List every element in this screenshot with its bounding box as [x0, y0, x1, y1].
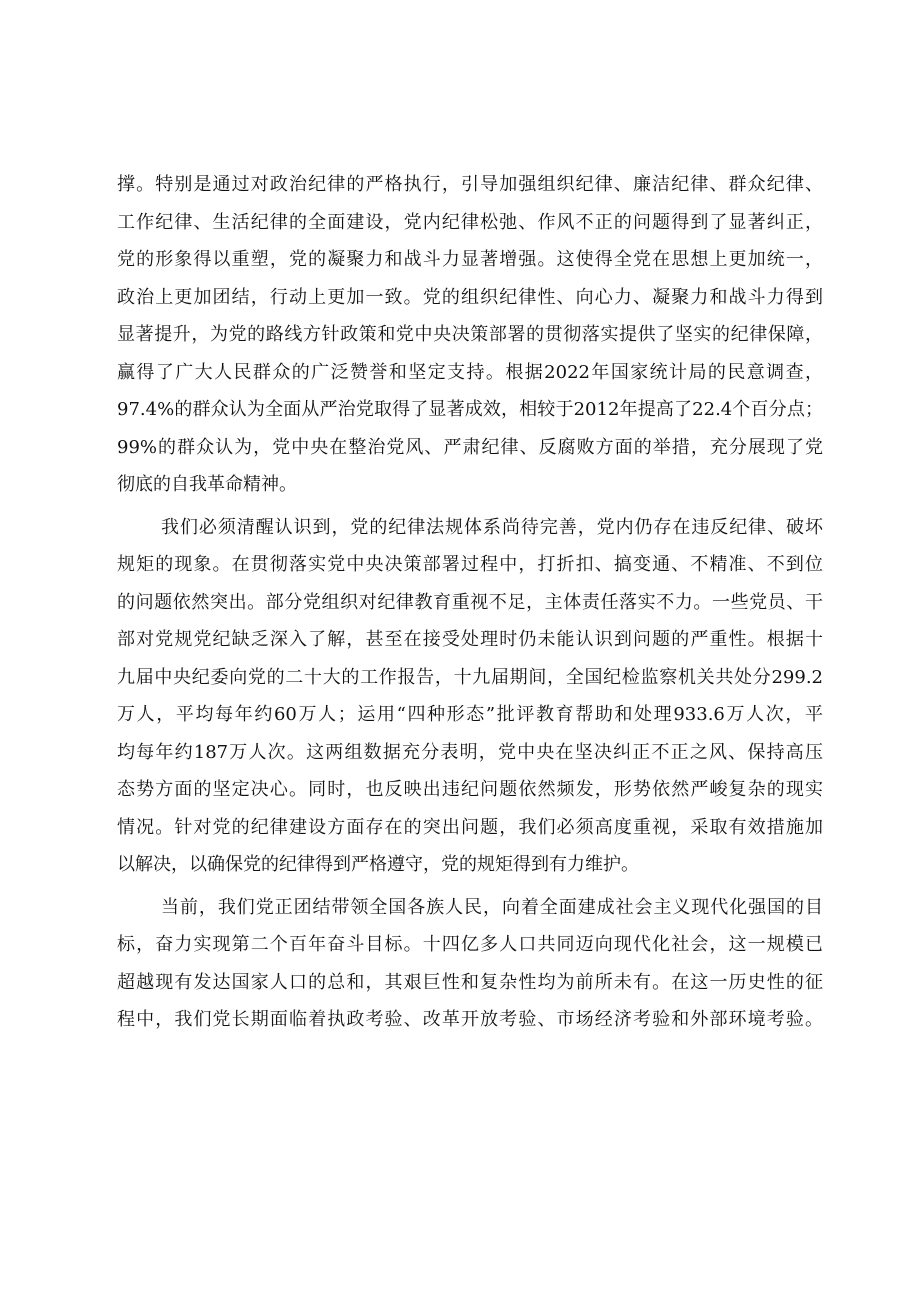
document-body	[117, 166, 823, 1039]
text-line: 程中，我们党长期面临着执政考验、改革开放考验、市场经济考验和外部环境考验。	[117, 1009, 823, 1030]
text-line: 当前，我们党正团结带领全国各族人民，向着全面建成社会主义现代化强国的目	[161, 896, 823, 918]
text-line: 情况。针对党的纪律建设方面存在的突出问题，我们必须高度重视，采取有效措施加	[117, 816, 823, 838]
paragraph-2	[117, 509, 823, 884]
paragraph-3	[117, 889, 823, 1039]
text-line: 政治上更加团结，行动上更加一致。党的组织纪律性、向心力、凝聚力和战斗力得到	[117, 286, 823, 308]
text-line: 赢得了广大人民群众的广泛赞誉和坚定支持。根据2022年国家统计局的民意调查，	[117, 361, 823, 383]
text-line: 工作纪律、生活纪律的全面建设，党内纪律松弛、作风不正的问题得到了显著纠正，	[117, 211, 823, 233]
text-line: 规矩的现象。在贯彻落实党中央决策部署过程中，打折扣、搞变通、不精准、不到位	[117, 554, 823, 575]
text-line: 97.4%的群众认为全面从严治党取得了显著成效，相较于2012年提高了22.4个百分点；	[117, 399, 823, 420]
text-line: 党的形象得以重塑，党的凝聚力和战斗力显著增强。这使得全党在思想上更加统一，	[117, 249, 823, 270]
text-line: 部对党规党纪缺乏深入了解，甚至在接受处理时仍未能认识到问题的严重性。根据十	[117, 629, 823, 650]
text-line: 超越现有发达国家人口的总和，其艰巨性和复杂性均为前所未有。在这一历史性的征	[117, 971, 823, 993]
text-line: 万人，平均每年约60万人；运用“四种形态”批评教育帮助和处理933.6万人次，平	[117, 704, 823, 725]
text-line: 以解决，以确保党的纪律得到严格遵守，党的规矩得到有力维护。	[117, 854, 639, 875]
text-line: 均每年约187万人次。这两组数据充分表明，党中央在坚决纠正不正之风、保持高压	[117, 741, 823, 763]
text-line: 显著提升，为党的路线方针政策和党中央决策部署的贯彻落实提供了坚实的纪律保障，	[117, 324, 823, 345]
text-line: 的问题依然突出。部分党组织对纪律教育重视不足，主体责任落实不力。一些党员、干	[117, 591, 823, 613]
text-line: 彻底的自我革命精神。	[117, 474, 297, 495]
text-line: 标，奋力实现第二个百年奋斗目标。十四亿多人口共同迈向现代化社会，这一规模已	[117, 934, 823, 955]
text-line: 九届中央纪委向党的二十大的工作报告，十九届期间，全国纪检监察机关共处分299.2	[117, 666, 823, 688]
paragraph-1	[117, 166, 823, 504]
text-line: 我们必须清醒认识到，党的纪律法规体系尚待完善，党内仍存在违反纪律、破坏	[161, 516, 823, 538]
text-line: 99%的群众认为，党中央在整治党风、严肃纪律、反腐败方面的举措，充分展现了党	[117, 436, 823, 458]
text-line: 态势方面的坚定决心。同时，也反映出违纪问题依然频发，形势依然严峻复杂的现实	[117, 779, 823, 800]
text-line: 撑。特别是通过对政治纪律的严格执行，引导加强组织纪律、廉洁纪律、群众纪律、	[117, 174, 823, 195]
